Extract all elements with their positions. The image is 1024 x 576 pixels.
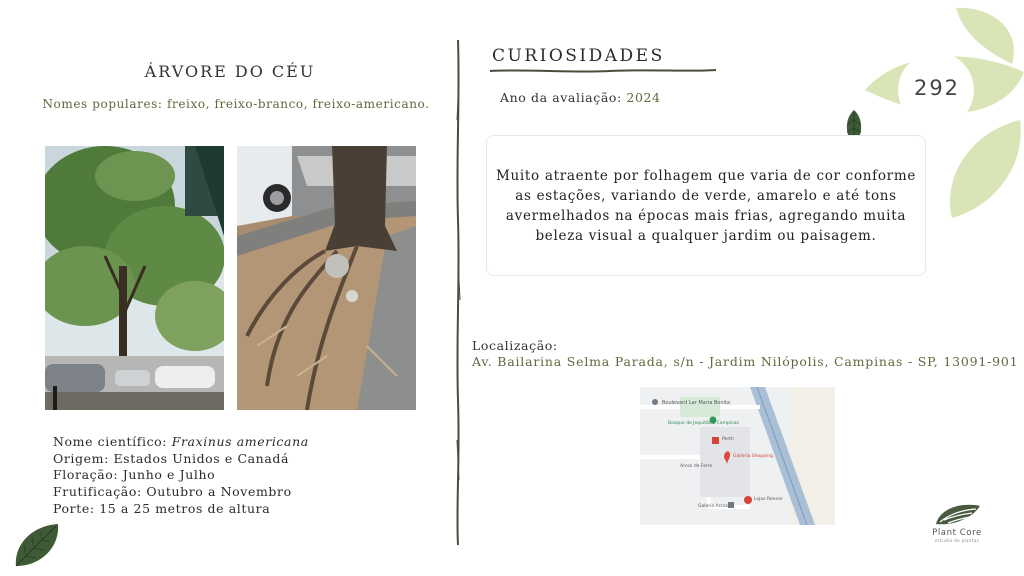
map-label-park: Bosque de Jequitibás Campinas [668,421,739,426]
curiosity-text: Muito atraente por folhagem que varia de cor conforme as estações, variando de verde, amarelo e até tons avermelhados na épocas mais frias, agregando muita beleza visual a qualquer jardim ou paisagem. [495,167,917,244]
map-label-poi3: Lojas Renner [754,497,783,502]
tree-canopy-photo [45,146,224,410]
brand-logo [922,500,992,543]
popular-names: Nomes populares: freixo, freixo-branco, freixo-americano. [42,97,430,111]
brand-leaf-icon [932,500,982,528]
title-underline [490,67,716,75]
map-label-poi4: Arcos de Ferro [680,464,713,469]
tree-facts [53,434,309,518]
map-label-poi1: Perth [722,437,734,442]
brand-name: Plant Core [932,528,982,538]
scientific-name-row [53,434,309,451]
evaluation-year-label: Ano da avaliação: [500,90,627,105]
evaluation-year-value: 2024 [626,90,661,105]
curiosities-title: CURIOSIDADES [492,46,665,66]
scientific-name-label: Nome científico: [53,434,172,449]
curiosity-card [486,135,926,276]
flowering-row: Floração: Junho e Julho [53,467,216,483]
location-address: Av. Bailarina Selma Parada, s/n - Jardim Nilópolis, Campinas - SP, 13091-901 [472,354,1019,369]
tree-title: ÁRVORE DO CÉU [144,62,316,81]
fruiting-row: Frutificação: Outubro a Novembro [53,484,292,500]
tree-trunk-roots-photo [237,146,416,410]
map-label-top: Boulevard Lar Maria Bonita [662,400,730,406]
tree-number-badge: 292 [913,76,961,100]
origin-row: Origem: Estados Unidos e Canadá [53,450,290,466]
leaf-icon [10,520,62,572]
size-row: Porte: 15 a 25 metros de altura [53,500,271,516]
vertical-divider [452,40,464,545]
scientific-name-value: Fraxinus americana [171,434,309,449]
brand-tagline: estudio de plantas [934,538,980,543]
map-label-poi2: Galleria Shopping [733,454,773,459]
location-label: Localização: [472,338,558,353]
evaluation-year [500,90,661,105]
map-label-poi5: Galeria Arcos [698,504,728,509]
location-map[interactable] [640,387,835,525]
